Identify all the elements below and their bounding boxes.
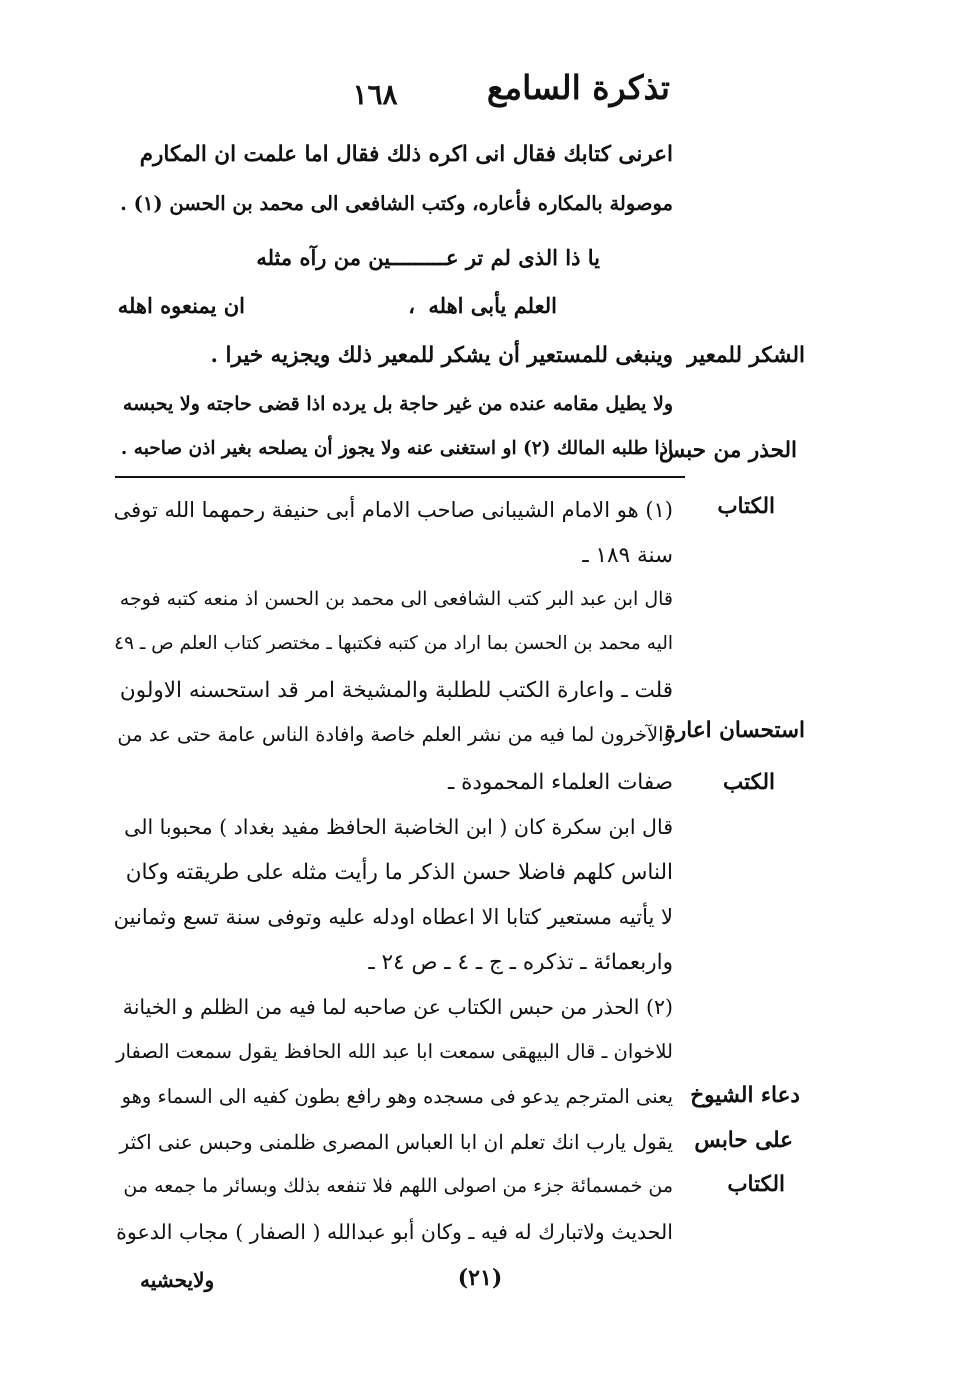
footnote-line: صفات العلماء المحمودة ـ: [447, 770, 673, 795]
footnote-line: يقول يارب انك تعلم ان ابا العباس المصرى ظلمنى وحبس عنى اكثر: [119, 1130, 673, 1154]
footnote-line: والآخرون لما فيه من نشر العلم خاصة وافادة الناس عامة حتى عد من: [117, 723, 673, 746]
footnote-line: من خمسمائة جزء من اصولى اللهم فلا تنفعه بذلك وبسائر ما جمعه من: [123, 1175, 673, 1197]
main-text-line: اذا طلبه المالك (٢) او استغنى عنه ولا يجوز أن يصلحه بغير اذن صاحبه .: [120, 438, 673, 459]
main-text-line: وينبغى للمستعير أن يشكر للمعير ذلك ويجزيه خيرا .: [210, 343, 673, 368]
side-note: استحسان اعارة: [664, 718, 805, 743]
footnote-line: الناس كلهم فاضلا حسن الذكر ما رأيت مثله على طريقته وكان: [125, 860, 673, 885]
footnote-line: قال ابن سكرة كان ( ابن الخاضبة الحافظ مفيد بغداد ) محبوبا الى: [124, 815, 673, 839]
catchword: ولايحشيه: [140, 1268, 215, 1292]
side-note: الكتاب: [717, 494, 775, 519]
folio-number: (٢١): [457, 1265, 503, 1291]
side-note: الشكر للمعير: [687, 343, 805, 368]
side-note: الحذر من حبس: [658, 438, 797, 463]
footnote-line: قلت ـ واعارة الكتب للطلبة والمشيخة امر قد استحسنه الاولون: [119, 678, 673, 703]
footnote-line: للاخوان ـ قال البيهقى سمعت ابا عبد الله الحافظ يقول سمعت الصفار: [116, 1040, 673, 1063]
verse-hemistich: ان يمنعوه اهله: [117, 293, 245, 318]
main-text-line: اعرنى كتابك فقال انى اكره ذلك فقال اما علمت ان المكارم: [139, 142, 673, 167]
footnote-line: واربعمائة ـ تذكره ـ ج ـ ٤ ـ ص ٢٤ ـ: [368, 950, 673, 975]
side-note: الكتاب: [727, 1172, 785, 1197]
main-text-line: موصولة بالمكاره فأعاره، وكتب الشافعى الى محمد بن الحسن (١) .: [120, 192, 673, 215]
verse-hemistich: العلم يأبى اهله: [428, 293, 557, 318]
page-number: ١٦٨: [352, 78, 398, 111]
main-text-line: ولا يطيل مقامه عنده من غير حاجة بل يرده اذا قضى حاجته ولا يحبسه: [122, 393, 673, 415]
running-title: تذكرة السامع: [486, 68, 670, 107]
footnote-line: (١) هو الامام الشيبانى صاحب الامام أبى حنيفة رحمهما الله توفى: [113, 498, 673, 522]
footnote-line: يعنى المترجم يدعو فى مسجده وهو رافع بطون كفيه الى السماء وهو: [121, 1085, 673, 1108]
footnote-line: اليه محمد بن الحسن بما اراد من كتبه فكتبها ـ مختصر كتاب العلم ص ـ ٤٩: [114, 633, 673, 654]
footnote-line: قال ابن عبد البر كتب الشافعى الى محمد بن الحسن اذ منعه كتبه فوجه: [119, 588, 673, 610]
side-note: الكتب: [723, 770, 775, 795]
footnote-line: الحديث ولاتبارك له فيه ـ وكان أبو عبدالله ( الصفار ) مجاب الدعوة: [116, 1220, 673, 1244]
side-note: على حابس: [694, 1128, 793, 1153]
footnote-line: (٢) الحذر من حبس الكتاب عن صاحبه لما فيه من الظلم و الخيانة: [122, 995, 673, 1019]
verse-line: يا ذا الذى لم تر عـــــــــين من رآه مثله: [256, 245, 600, 270]
side-note: دعاء الشيوخ: [690, 1083, 800, 1108]
footnote-line: سنة ١٨٩ ـ: [582, 543, 673, 568]
footnote-line: لا يأتيه مستعير كتابا الا اعطاه اودله عليه وتوفى سنة تسع وثمانين: [113, 905, 673, 929]
verse-separator: ،: [408, 293, 415, 318]
footnote-divider: [115, 476, 685, 478]
